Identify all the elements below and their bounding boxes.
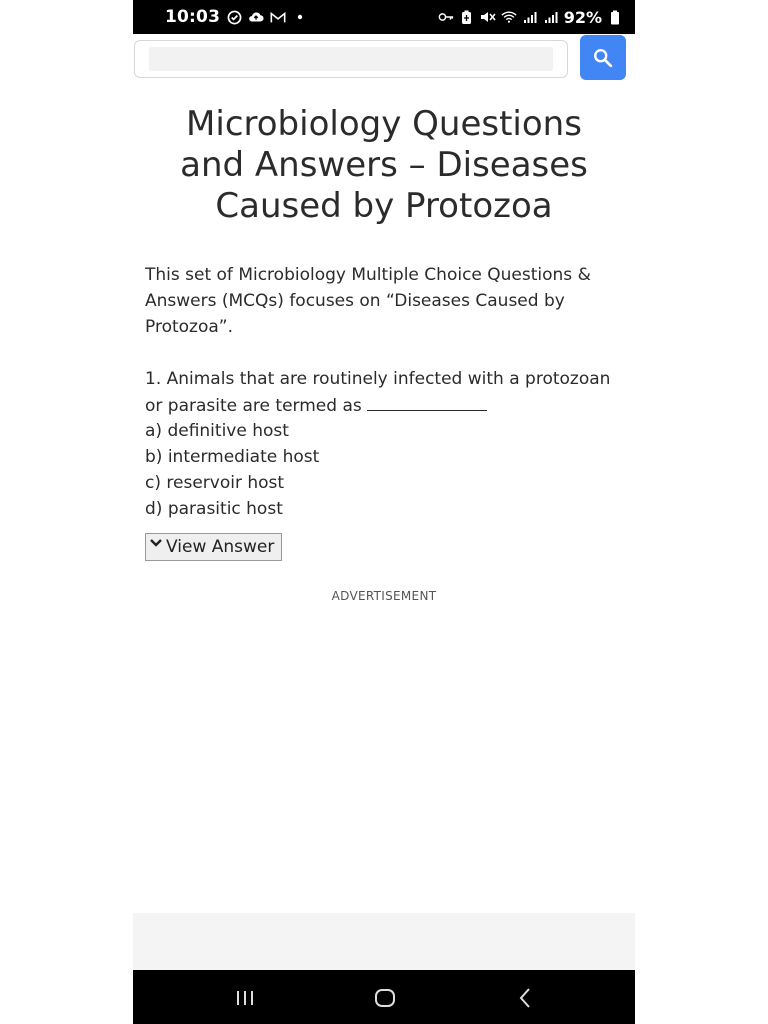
sync-icon <box>226 9 242 25</box>
search-input[interactable] <box>134 40 568 78</box>
search-bar <box>133 34 635 80</box>
recent-apps-icon <box>234 989 256 1007</box>
option-a: a) definitive host <box>145 421 289 441</box>
advertisement-label: ADVERTISEMENT <box>331 589 437 603</box>
article-intro: This set of Microbiology Multiple Choice Questions & Answers (MCQs) focuses on “Diseases Caused by Protozoa”. <box>145 265 591 337</box>
mute-icon <box>480 9 496 25</box>
recent-apps-button[interactable] <box>231 984 259 1012</box>
search-icon <box>592 47 614 69</box>
search-button[interactable] <box>580 35 626 80</box>
status-right <box>438 0 623 34</box>
status-bar <box>133 0 635 34</box>
ad-banner-area <box>133 913 635 970</box>
cloud-upload-icon <box>248 9 264 25</box>
signal-icon <box>522 9 538 25</box>
system-nav-bar <box>133 970 635 1024</box>
signal-icon <box>543 9 559 25</box>
key-icon <box>438 9 454 25</box>
question-text <box>145 366 625 419</box>
search-input-placeholder <box>149 47 553 71</box>
status-time: 10:03 <box>165 7 221 27</box>
option-c: c) reservoir host <box>145 473 285 493</box>
battery-saver-icon <box>459 9 475 25</box>
dot-icon <box>292 9 308 25</box>
chevron-down-icon <box>149 536 163 550</box>
status-left <box>165 0 308 34</box>
wifi-icon <box>501 9 517 25</box>
view-answer-label: View Answer <box>166 537 275 557</box>
option-b: b) intermediate host <box>145 447 320 467</box>
home-icon <box>374 988 396 1008</box>
gmail-icon <box>270 9 286 25</box>
option-d: d) parasitic host <box>145 499 283 519</box>
view-answer-button[interactable] <box>145 533 282 561</box>
answer-options <box>145 418 625 522</box>
question-stem: 1. Animals that are routinely infected with a protozoan or parasite are termed as <box>145 369 611 416</box>
battery-icon <box>607 9 623 25</box>
answer-blank <box>367 392 487 411</box>
back-icon <box>517 987 533 1009</box>
back-button[interactable] <box>511 984 539 1012</box>
page-title: Microbiology Questions and Answers – Diseases Caused by Protozoa <box>180 104 588 226</box>
phone-screen <box>133 0 635 1024</box>
battery-percentage: 92% <box>563 7 602 27</box>
home-button[interactable] <box>371 984 399 1012</box>
